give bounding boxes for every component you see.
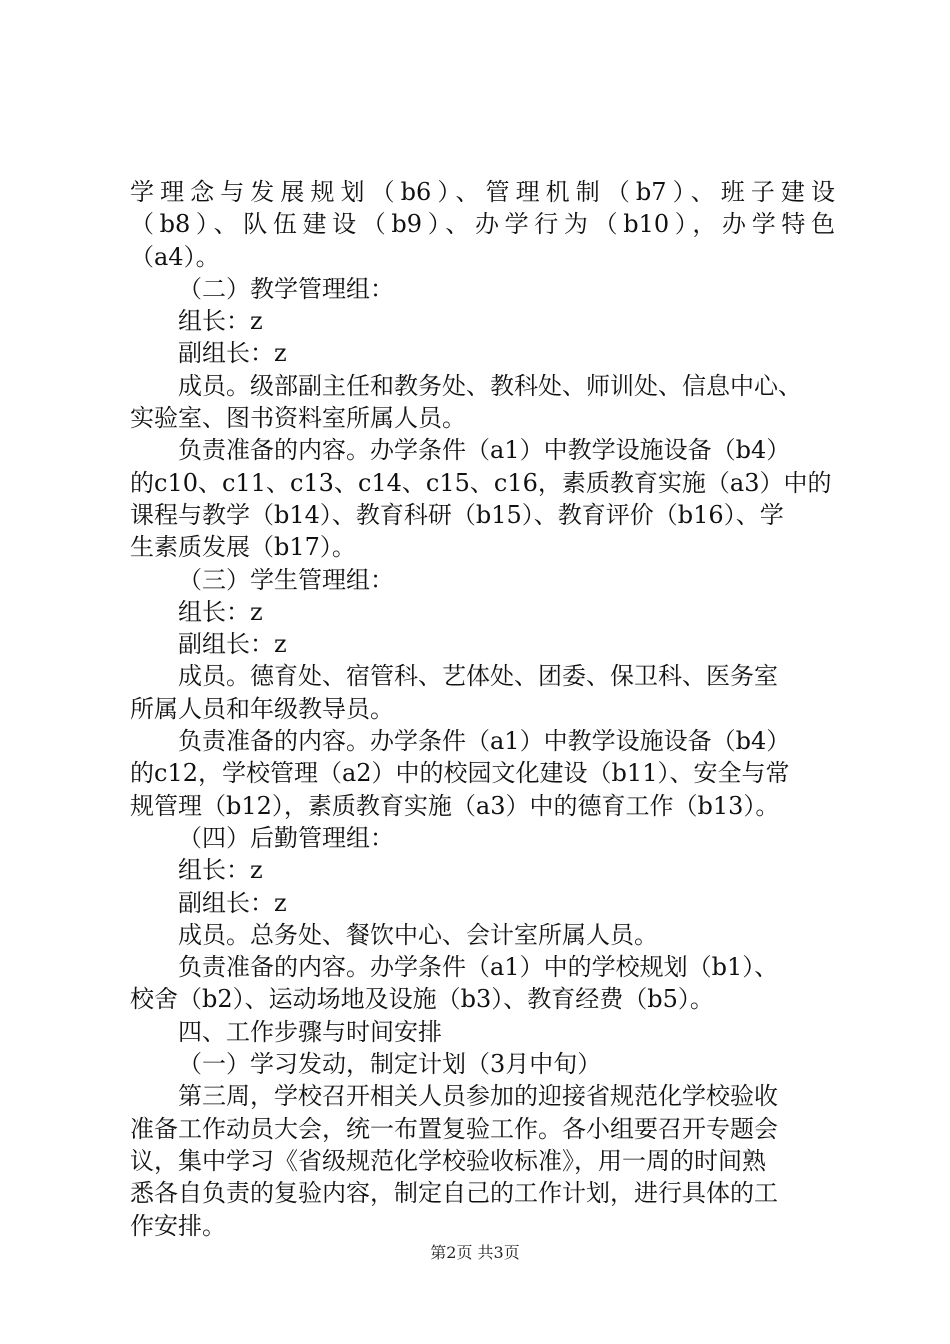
text-line: 副组长：z [178, 630, 287, 659]
text-line: 负责准备的内容。办学条件（a1）中教学设施设备（b4） [178, 436, 791, 465]
text-line: 副组长：z [178, 339, 287, 368]
text-line: 所属人员和年级教导员。 [130, 694, 394, 723]
text-line: 规管理（b12），素质教育实施（a3）中的德育工作（b13）。 [130, 791, 780, 820]
text-line: （a4）。 [130, 242, 220, 271]
text-line: 成员。德育处、宿管科、艺体处、团委、保卫科、医务室 [178, 662, 778, 691]
text-line: 的c12，学校管理（a2）中的校园文化建设（b11）、安全与常 [130, 759, 790, 788]
document-body [130, 176, 835, 1242]
text-line: 学理念与发展规划（b6）、管理机制（b7）、班子建设 [130, 178, 835, 206]
text-line: 准备工作动员大会，统一布置复验工作。各小组要召开专题会 [130, 1114, 778, 1143]
text-line: 成员。总务处、餐饮中心、会计室所属人员。 [178, 920, 658, 949]
text-line: 校舍（b2）、运动场地及设施（b3）、教育经费（b5）。 [130, 985, 714, 1014]
text-line: 负责准备的内容。办学条件（a1）中教学设施设备（b4） [178, 727, 791, 756]
text-line: 第三周，学校召开相关人员参加的迎接省规范化学校验收 [178, 1082, 778, 1111]
page-footer: 第2页 共3页 [430, 1243, 520, 1262]
text-line: （四）后勤管理组： [178, 823, 394, 852]
text-line: 组长：z [178, 856, 263, 885]
text-line: 实验室、图书资料室所属人员。 [130, 404, 466, 433]
text-line: 组长：z [178, 307, 263, 336]
text-line: 议，集中学习《省级规范化学校验收标准》，用一周的时间熟 [130, 1146, 766, 1175]
text-line: 组长：z [178, 597, 263, 626]
text-line: 负责准备的内容。办学条件（a1）中的学校规划（b1）、 [178, 953, 779, 982]
text-line: 副组长：z [178, 888, 287, 917]
text-line: 作安排。 [130, 1211, 226, 1240]
text-line: （三）学生管理组： [178, 565, 394, 594]
text-line: 课程与教学（b14）、教育科研（b15）、教育评价（b16）、学 [130, 500, 784, 529]
text-line: 四、工作步骤与时间安排 [178, 1017, 442, 1046]
text-line: 的c10、c11、c13、c14、c15、c16，素质教育实施（a3）中的 [130, 468, 832, 497]
text-line: （二）教学管理组： [178, 274, 394, 303]
text-line: 生素质发展（b17）。 [130, 533, 356, 562]
text-line: （b8）、队伍建设（b9）、办学行为（b10），办学特色 [130, 210, 835, 239]
text-line: 成员。级部副主任和教务处、教科处、师训处、信息中心、 [178, 371, 802, 400]
text-line: 悉各自负责的复验内容，制定自己的工作计划，进行具体的工 [130, 1179, 778, 1208]
text-line: （一）学习发动，制定计划（3月中旬） [178, 1050, 602, 1079]
